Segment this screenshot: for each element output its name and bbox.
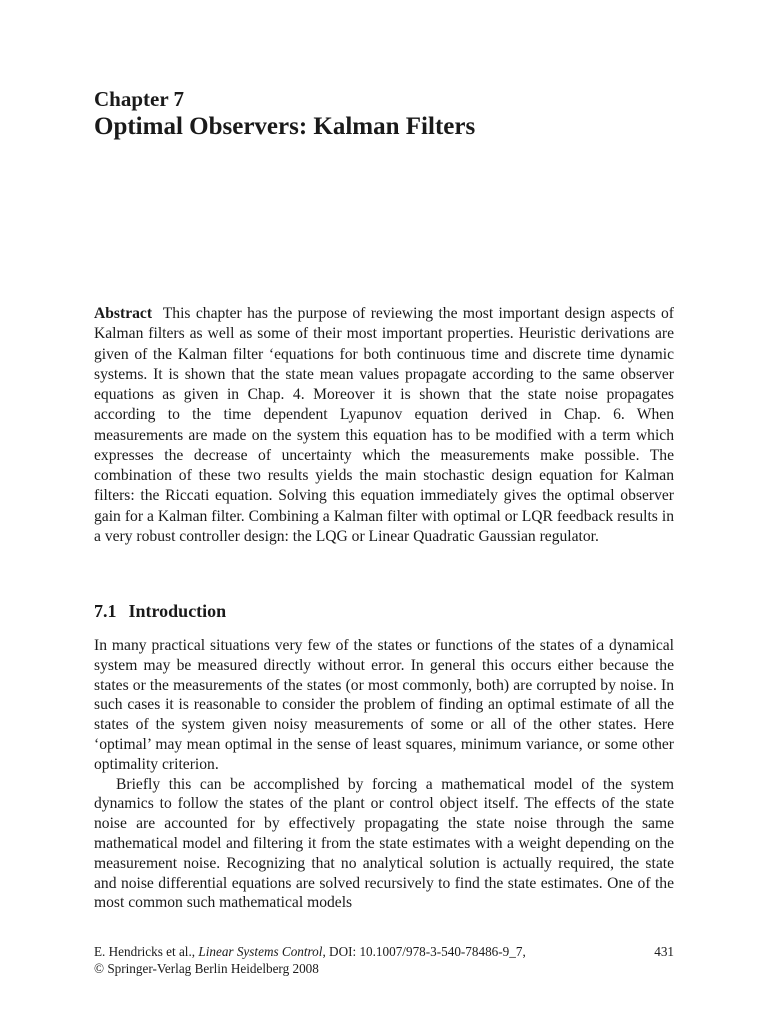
paragraph: In many practical situations very few of the states or functions of the states of a dynamical system may be measured directly without error. In general this occurs either because the states or the measurements of the states (or most commonly, both) are corrupted by noise. In such cases it is reasonable to consider the problem of finding an optimal estimate of all the states of the system given noisy measurements of some or all of the other states. Here ‘optimal’ may mean optimal in the sense of least squares, minimum variance, or some other optimality criterion.: [94, 637, 674, 773]
footer-copyright: © Springer-Verlag Berlin Heidelberg 2008: [94, 961, 319, 976]
footer-doi: , DOI: 10.1007/978-3-540-78486-9_7,: [322, 944, 526, 959]
page-number: 431: [654, 944, 674, 959]
section-number: 7.1: [94, 601, 117, 621]
chapter-label: Chapter 7: [94, 87, 185, 111]
section-heading: [94, 599, 226, 623]
citation: [94, 943, 526, 960]
paragraph: Briefly this can be accomplished by forcing a mathematical model of the system dynamics to follow the states of the plant or control object itself. The effects of the state noise are accounted for by effectively propagating the state noise through the same mathematical model and filtering it from the state estimates with a weight depending on the measurement noise. Recognizing that no analytical solution is actually required, the state and noise differential equations are solved recursively to find the state estimates. One of the most common such mathematical models: [94, 775, 674, 912]
body-text: [94, 636, 674, 913]
abstract-label: Abstract: [94, 305, 153, 322]
abstract: [94, 304, 674, 547]
chapter-title: Optimal Observers: Kalman Filters: [94, 113, 476, 140]
footer-citation: [94, 943, 674, 960]
section-title: Introduction: [128, 601, 227, 621]
abstract-text: This chapter has the purpose of reviewing the most important design aspects of Kalman filters as well as some of their most important properties. Heuristic derivations are given of the Kalman filter ‘equations for both continuous time and discrete time dynamic systems. It is shown that the state mean values propagate according to the same observer equations as given in Chap. 4. Moreover it is shown that the state noise propagates according to the time dependent Lyapunov equation derived in Chap. 6. When measurements are made on the system this equation has to be modified with a term which expresses the decrease of uncertainty which the measurements make possible. The combination of these two results yields the main stochastic design equation for Kalman filters: the Riccati equation. Solving this equation immediately gives the optimal observer gain for a Kalman filter. Combining a Kalman filter with optimal or LQR feedback results in a very robust controller design: the LQG or Linear Quadratic Gaussian regulator.: [94, 305, 675, 545]
footer: [94, 943, 674, 977]
footer-authors: E. Hendricks et al.,: [94, 944, 196, 959]
footer-book-title: Linear Systems Control: [198, 944, 323, 959]
